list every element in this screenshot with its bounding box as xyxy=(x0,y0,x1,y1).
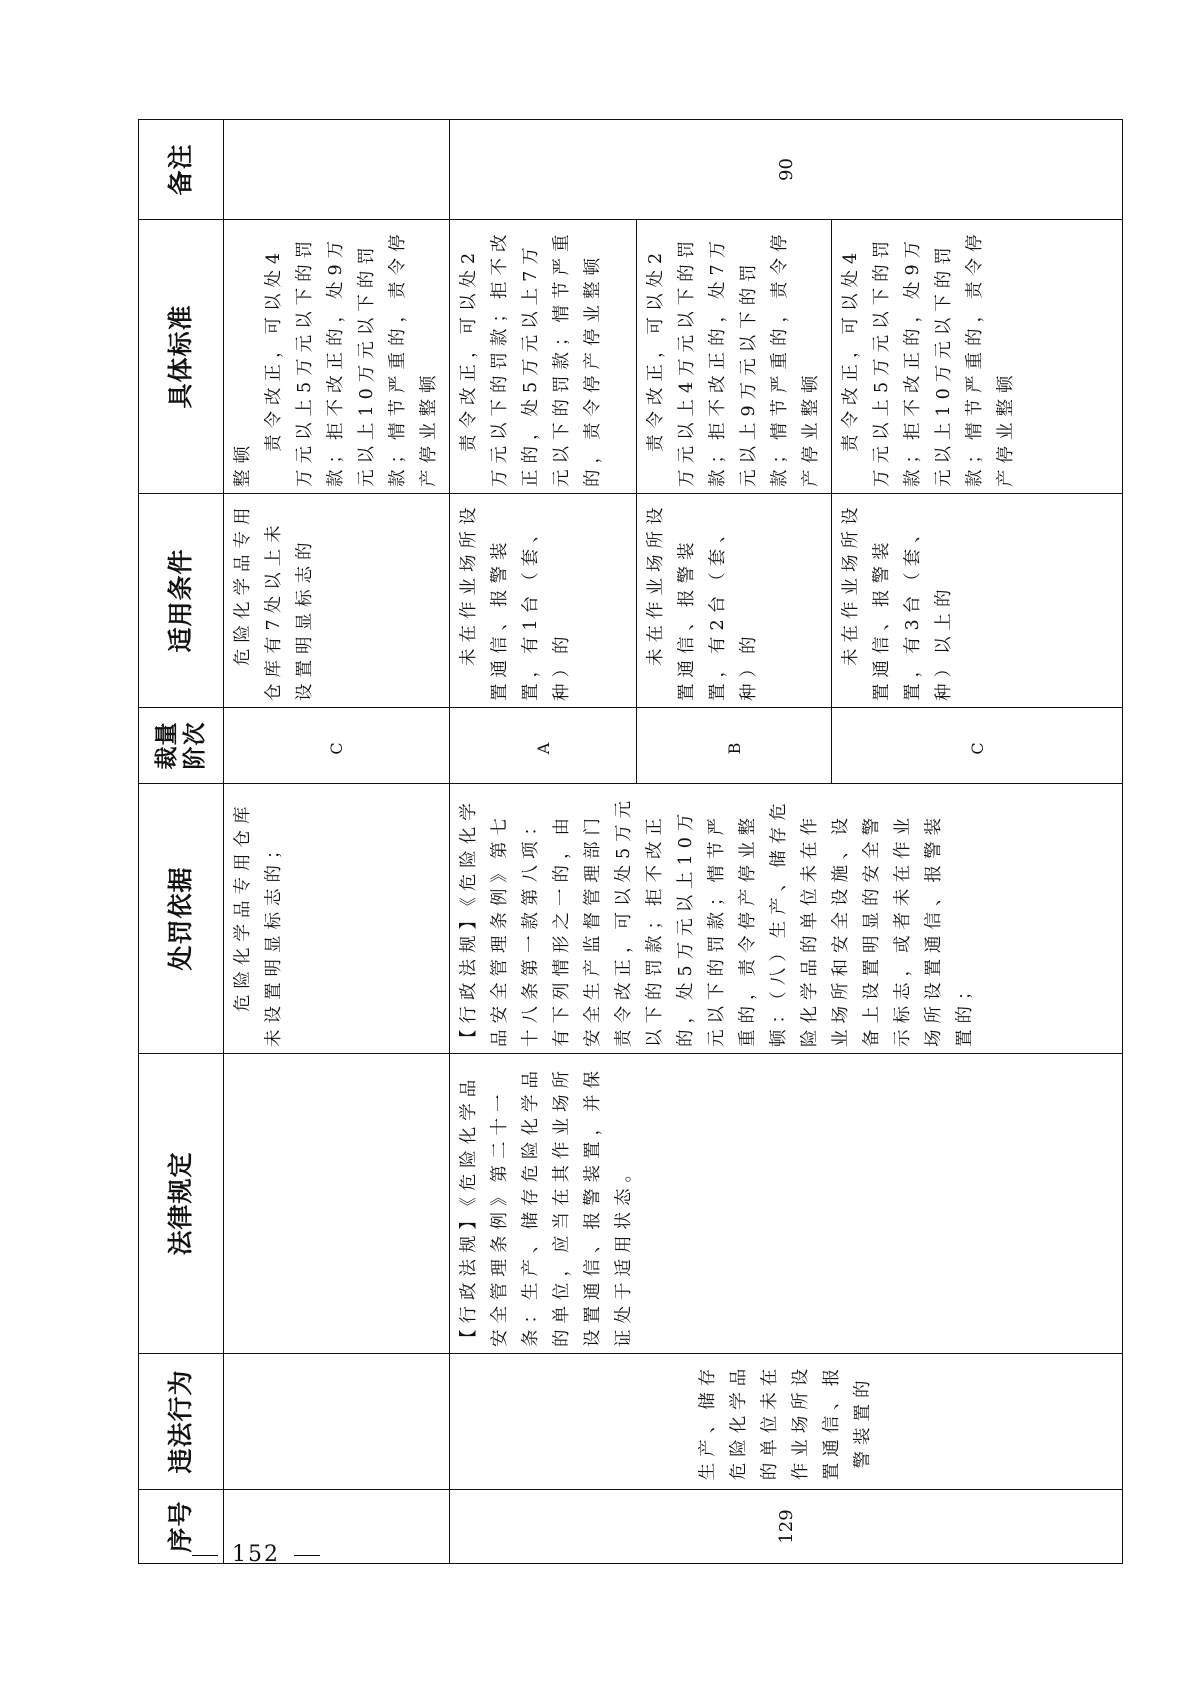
cell-standard: 责令改正，可以处2万元以下的罚款；拒不改正的，处5万元以上7万元以下的罚款；情节严重的，责令停产停业整顿 xyxy=(450,220,637,494)
cell-condition: 未在作业场所设置通信、报警装置，有1台（套、种）的 xyxy=(450,494,637,708)
header-law: 法律规定 xyxy=(139,1054,224,1354)
cell-standard: 责令改正，可以处4万元以上5万元以下的罚款；拒不改正的，处9万元以上10万元以下的罚款；情节严重的，责令停产停业整顿 xyxy=(832,220,1123,494)
cell-level: C xyxy=(224,708,450,784)
cell-seq: 129 xyxy=(450,1490,1123,1564)
cell-level: B xyxy=(637,708,832,784)
cell-law-empty xyxy=(224,1054,450,1354)
header-level: 裁量阶次 xyxy=(139,708,224,784)
header-row xyxy=(139,120,224,1564)
header-condition: 适用条件 xyxy=(139,494,224,708)
table-row xyxy=(450,120,637,1564)
header-basis: 处罚依据 xyxy=(139,784,224,1054)
cell-standard xyxy=(224,220,450,494)
footer-dash-right xyxy=(294,1555,320,1556)
cell-condition: 危险化学品专用仓库有7处以上未设置明显标志的 xyxy=(224,494,450,708)
cell-note-empty xyxy=(224,120,450,220)
law-source-bracket: 【行政法规】 xyxy=(459,1206,479,1347)
header-note: 备注 xyxy=(139,120,224,220)
cell-behavior: 生产、储存危险化学品的单位未在作业场所设置通信、报警装置的 xyxy=(450,1354,1123,1490)
standard-continued-head: 整顿 xyxy=(233,440,253,487)
cell-condition: 未在作业场所设置通信、报警装置，有3台（套、种）以上的 xyxy=(832,494,1123,708)
rotated-page-content xyxy=(138,120,1046,1564)
standard-text: 责令改正，可以处4万元以上5万元以下的罚款；拒不改正的，处9万元以上10万元以下的罚款；情节严重的，责令停产停业整顿 xyxy=(264,228,439,487)
cell-condition: 未在作业场所设置通信、报警装置，有2台（套、种）的 xyxy=(637,494,832,708)
cell-note: 90 xyxy=(450,120,1123,220)
cell-basis-continued: 危险化学品专用仓库未设置明显标志的； xyxy=(224,784,450,1054)
header-seq: 序号 xyxy=(139,1490,224,1564)
table-row-continued xyxy=(224,120,450,1564)
header-standard: 具体标准 xyxy=(139,220,224,494)
header-behavior: 违法行为 xyxy=(139,1354,224,1490)
cell-behavior-empty xyxy=(224,1354,450,1490)
basis-text: 《危险化学品安全管理条例》第七十八条第一款第八项：有下列情形之一的，由安全生产监督管理部门责令改正，可以处5万元以下的罚款；拒不改正的，处5万元以上10万元以下的罚款；情节严重的，责令停产停业整顿：（八）生产、储存危险化学品的单位未在作业场所和安全设施、设备上设置明显的安全警示标志，或者未在作业场所设置通信、报警装置的； xyxy=(459,794,975,1047)
penalty-standard-table xyxy=(138,119,1123,1564)
cell-level: A xyxy=(450,708,637,784)
cell-level: C xyxy=(832,708,1123,784)
footer-dash-left xyxy=(192,1555,218,1556)
cell-basis xyxy=(450,784,1123,1054)
cell-law xyxy=(450,1054,1123,1354)
cell-standard: 责令改正，可以处2万元以上4万元以下的罚款；拒不改正的，处7万元以上9万元以下的罚款；情节严重的，责令停产停业整顿 xyxy=(637,220,832,494)
page-footer xyxy=(178,1542,334,1567)
basis-source-bracket: 【行政法规】 xyxy=(459,906,479,1047)
law-text: 《危险化学品安全管理条例》第二十一条：生产、储存危险化学品的单位，应当在其作业场所设置通信、报警装置，并保证处于适用状态。 xyxy=(459,1065,634,1347)
page-number: 152 xyxy=(232,1542,280,1567)
